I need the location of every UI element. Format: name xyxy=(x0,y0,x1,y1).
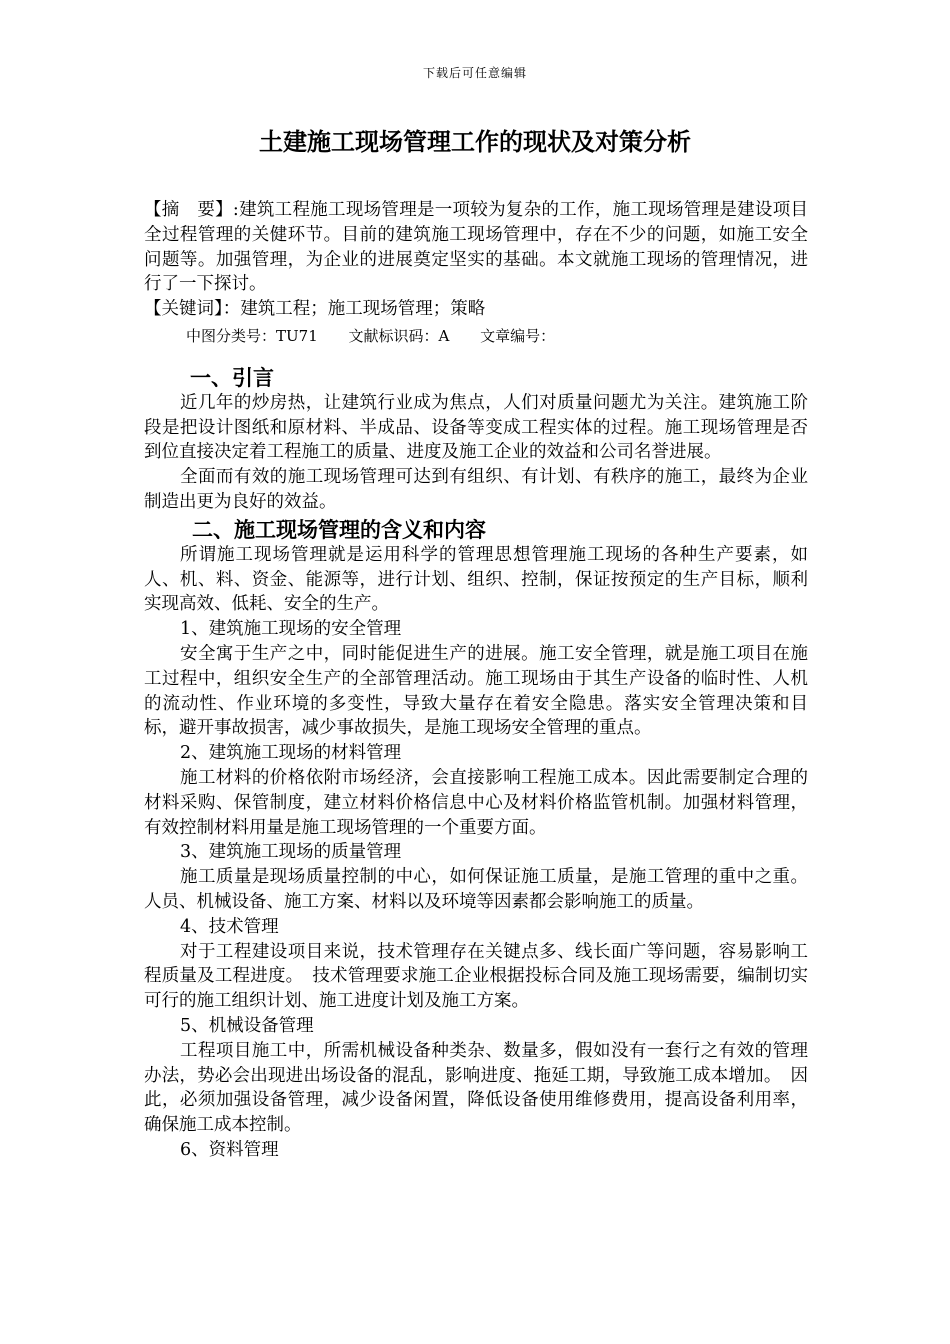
article-number: 文章编号： xyxy=(480,326,556,345)
paragraph: 工程项目施工中，所需机械设备种类杂、数量多，假如没有一套行之有效的管理办法，势必会出现进出场设备的混乱，影响进度、拖延工期，导致施工成本增加。 因此，必须加强设备管理，减少设备闲置，降低设备使用维修费用，提高设备利用率，确保施工成本控制。 xyxy=(144,1040,808,1136)
clc-number: 中图分类号：TU71 xyxy=(186,326,318,345)
subsection-title: 3、建筑施工现场的质量管理 xyxy=(180,842,402,863)
paragraph: 近几年的炒房热，让建筑行业成为焦点，人们对质量问题尤为关注。建筑施工阶段是把设计图纸和原材料、半成品、设备等变成工程实体的过程。施工现场管理是否到位直接决定着工程施工的质量、进度及施工企业的效益和公司名誉进展。 xyxy=(144,392,808,463)
section-heading-introduction: 一、引言 xyxy=(190,364,274,390)
document-code: 文献标识码：A xyxy=(348,326,450,345)
paragraph: 对于工程建设项目来说，技术管理存在关键点多、线长面广等问题，容易影响工程质量及工程进度。 技术管理要求施工企业根据投标合同及施工现场需要，编制切实可行的施工组织计划、施工进度计划及施工方案。 xyxy=(144,941,808,1012)
document-body xyxy=(144,198,808,1163)
document-title: 土建施工现场管理工作的现状及对策分析 xyxy=(259,127,691,156)
subsection-title: 1、建筑施工现场的安全管理 xyxy=(180,619,402,640)
subsection-title: 5、机械设备管理 xyxy=(180,1015,314,1036)
page-header-note: 下载后可任意编辑 xyxy=(422,66,527,80)
abstract: 【摘 要】:建筑工程施工现场管理是一项较为复杂的工作，施工现场管理是建设项目全过程管理的关健环节。目前的建筑施工现场管理中，存在不少的问题，如施工安全问题等。加强管理，为企业的进展奠定坚实的基础。本文就施工现场的管理情况，进行了一下探讨。 xyxy=(144,200,808,295)
classification-line xyxy=(144,324,808,349)
keywords: 【关键词】：建筑工程；施工现场管理；策略 xyxy=(144,299,486,320)
paragraph: 施工质量是现场质量控制的中心，如何保证施工质量，是施工管理的重中之重。人员、机械设备、施工方案、材料以及环境等因素都会影响施工的质量。 xyxy=(144,867,808,912)
paragraph: 全面而有效的施工现场管理可达到有组织、有计划、有秩序的施工，最终为企业制造出更为良好的效益。 xyxy=(144,467,808,512)
paragraph: 所谓施工现场管理就是运用科学的管理思想管理施工现场的各种生产要素，如人、机、料、资金、能源等，进行计划、组织、控制，保证按预定的生产目标，顺利实现高效、低耗、安全的生产。 xyxy=(144,544,808,615)
subsection-title: 6、资料管理 xyxy=(180,1139,279,1160)
subsection-title: 4、技术管理 xyxy=(180,916,279,937)
paragraph: 施工材料的价格依附市场经济，会直接影响工程施工成本。因此需要制定合理的材料采购、保管制度，建立材料价格信息中心及材料价格监管机制。加强材料管理，有效控制材料用量是施工现场管理的一个重要方面。 xyxy=(144,767,808,838)
section-heading-meaning: 二、施工现场管理的含义和内容 xyxy=(192,516,486,542)
paragraph: 安全寓于生产之中，同时能促进生产的进展。施工安全管理，就是施工项目在施工过程中，组织安全生产的全部管理活动。施工现场由于其生产设备的临时性、人机的流动性、作业环境的多变性，导致大量存在着安全隐患。落实安全管理决策和目标，避开事故损害，减少事故损失，是施工现场安全管理的重点。 xyxy=(144,643,808,739)
subsection-title: 2、建筑施工现场的材料管理 xyxy=(180,743,402,764)
